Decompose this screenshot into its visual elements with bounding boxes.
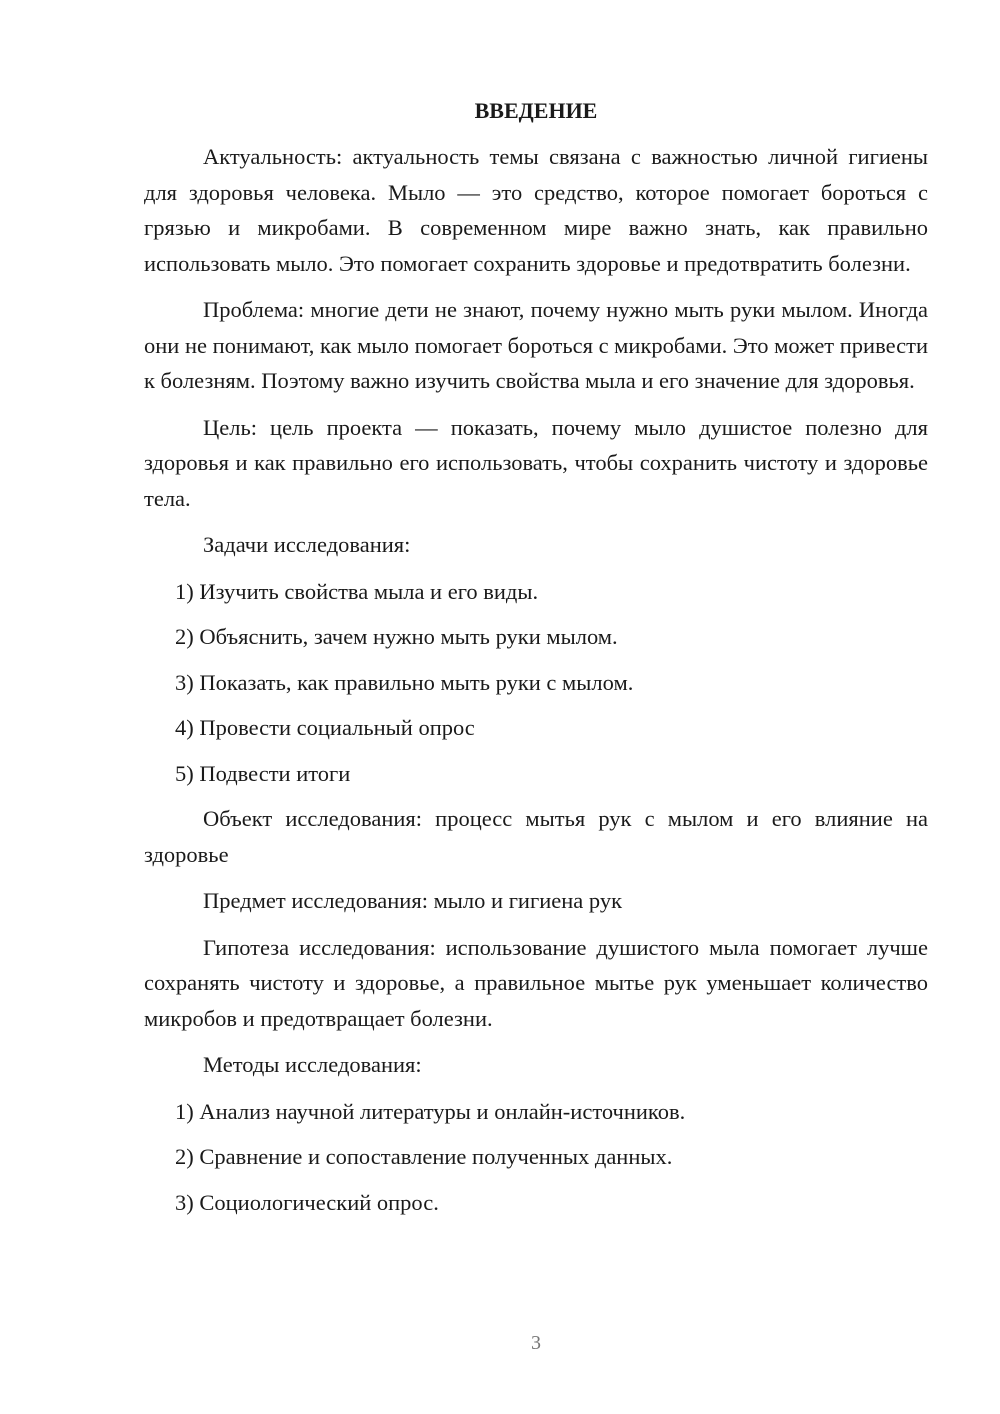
list-item: 2) Объяснить, зачем нужно мыть руки мылом. [175,624,618,649]
object-paragraph: Объект исследования: процесс мытья рук с мылом и его влияние на здоровье [144,806,928,867]
page-number: 3 [531,1332,541,1354]
relevance-paragraph: Актуальность: актуальность темы связана с важностью личной гигиены для здоровья человека. Мыло — это средство, которое помогает бороться с грязью и микробами. В современном мире важно знать, как правильно использовать мыло. Это помогает сохранить здоровье и предотвратить болезни. [144,144,928,276]
methods-heading: Методы исследования: [203,1052,422,1077]
list-item: 4) Провести социальный опрос [175,715,475,740]
list-item: 2) Сравнение и сопоставление полученных данных. [175,1144,673,1169]
list-item: 1) Анализ научной литературы и онлайн-источников. [175,1098,686,1124]
list-item: 5) Подвести итоги [175,760,351,786]
goal-paragraph: Цель: цель проекта — показать, почему мыло душистое полезно для здоровья и как правильно его использовать, чтобы сохранить чистоту и здоровье тела. [144,414,928,511]
list-item: 3) Показать, как правильно мыть руки с мылом. [175,669,634,695]
tasks-list [144,574,928,792]
hypothesis-paragraph: Гипотеза исследования: использование душистого мыла помогает лучше сохранять чистоту и здоровье, а правильное мытье рук уменьшает количество микробов и предотвращает болезни. [144,934,928,1031]
page-title: ВВЕДЕНИЕ [474,98,598,123]
list-item: 3) Социологический опрос. [175,1189,439,1215]
subject-paragraph: Предмет исследования: мыло и гигиена рук [203,888,623,913]
problem-paragraph: Проблема: многие дети не знают, почему нужно мыть руки мылом. Иногда они не понимают, как мыло помогает бороться с микробами. Это может привести к болезням. Поэтому важно изучить свойства мыла и его значение для здоровья. [144,297,928,393]
document-page [144,95,928,1230]
list-item: 1) Изучить свойства мыла и его виды. [175,578,539,604]
methods-list [144,1094,928,1221]
tasks-heading: Задачи исследования: [203,532,411,557]
